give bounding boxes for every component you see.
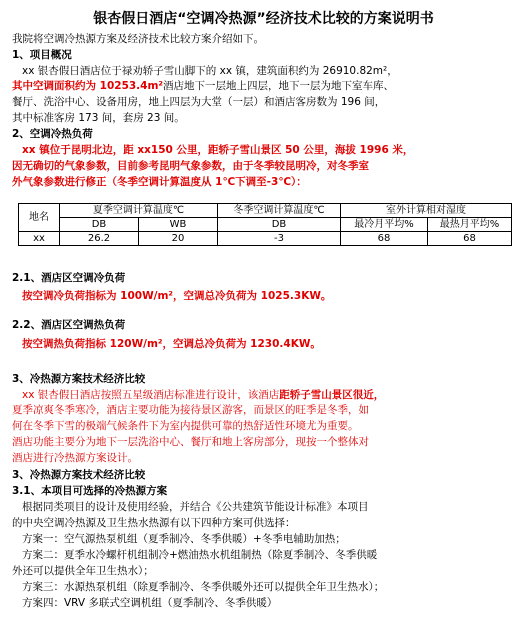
section-3-1-heading: 3.1、本项目可选择的冷热源方案: [12, 485, 168, 497]
load-line-2: 因无确切的气象参数，目前参考昆明气象参数，由于冬季较昆明冷，对冬季室: [12, 160, 369, 172]
subheader-hottest-month: 最热月平均%: [428, 218, 512, 232]
table-row: [19, 232, 512, 246]
comparison-line-4: 酒店功能主要分为地下一层洗浴中心、餐厅和地上客房部分，现按一个整体对: [12, 436, 369, 448]
section-2-2-heading: 2.2、酒店区空调热负荷: [12, 319, 126, 331]
options-intro-2: 的中央空调冷热源及卫生热水热源有以下四种方案可供选择：: [12, 517, 296, 529]
cell-hottest-humidity: 68: [428, 232, 512, 246]
cell-winter-db: -3: [218, 232, 341, 246]
overview-line-2: [12, 79, 394, 93]
cell-summer-db: 26.2: [60, 232, 139, 246]
header-summer-temp: 夏季空调计算温度℃: [60, 204, 218, 218]
heating-load-text: 按空调热负荷指标 120W/m²，空调总冷负荷为 1230.4KW。: [22, 338, 321, 350]
option-2: 方案二：夏季水冷螺杆机组制冷+燃油热水机组制热（除夏季制冷、冬季供暖: [22, 549, 378, 561]
overview-line-3: 餐厅、洗浴中心、设备用房，地上四层为大堂（一层）和酒店客房数为 196 间，: [12, 96, 386, 108]
subheader-summer-db: DB: [60, 218, 139, 232]
option-1: 方案一：空气源热泵机组（夏季制冷、冬季供暖）+冬季电辅助加热；: [22, 533, 346, 545]
section-2-1-heading: 2.1、酒店区空调冷负荷: [12, 272, 126, 284]
section-3-heading: 3、冷热源方案技术经济比较: [12, 373, 146, 385]
aircon-area-highlight: 其中空调面积约为 10253.4m²: [12, 80, 164, 92]
cell-summer-wb: 20: [139, 232, 218, 246]
comparison-line-2: 夏季凉爽冬季寒冷，酒店主要功能为接待景区游客，而景区的旺季是冬季，如: [12, 404, 369, 416]
option-3: 方案三：水源热泵机组（除夏季制冷、冬季供暖外还可以提供全年卫生热水）；: [22, 581, 385, 593]
header-humidity: 室外计算相对湿度: [341, 204, 512, 218]
load-line-3: 外气象参数进行修正（冬季空调计算温度从 1℃下调至-3℃）：: [12, 176, 307, 188]
design-parameter-table: [18, 203, 512, 246]
section-3-heading-repeat: 3、冷热源方案技术经济比较: [12, 469, 146, 481]
load-line-1: xx 镇位于昆明北边，距 xx150 公里，距轿子雪山景区 50 公里，海拔 1996 米，: [22, 144, 414, 156]
option-4: 方案四：VRV 多联式空调机组（夏季制冷、冬季供暖）: [22, 597, 278, 609]
overview-line-4: 其中标准客房 173 间，套房 23 间。: [12, 112, 185, 124]
subheader-summer-wb: WB: [139, 218, 218, 232]
overview-line-2-rest: 酒店地下一层地上四层，地下一层为地下室车库、: [163, 80, 395, 92]
intro-text: 我院将空调冷热源方案及经济技术比较方案介绍如下。: [12, 33, 264, 45]
document-title: 银杏假日酒店“空调冷热源”经济技术比较的方案说明书: [93, 11, 434, 27]
comparison-line-1-a: xx 银杏假日酒店按照五星级酒店标准进行设计，该酒店: [22, 389, 280, 401]
cell-coldest-humidity: 68: [341, 232, 428, 246]
cell-location: xx: [19, 232, 60, 246]
header-location: 地名: [19, 204, 60, 232]
comparison-line-1-b: 距轿子雪山景区很近，: [279, 389, 385, 401]
section-2-heading: 2、空调冷热负荷: [12, 128, 93, 140]
options-intro-1: 根据同类项目的设计及使用经验，并结合《公共建筑节能设计标准》本项目: [22, 501, 369, 513]
cooling-load-text: 按空调冷负荷指标为 100W/m²，空调总冷负荷为 1025.3KW。: [22, 290, 332, 302]
comparison-line-3: 何在冬季下雪的极端气候条件下为室内提供可靠的热舒适性环境尤为重要。: [12, 420, 359, 432]
overview-line-1: xx 银杏假日酒店位于禄劝轿子雪山脚下的 xx 镇，建筑面积约为 26910.82m²，: [22, 65, 398, 77]
comparison-line-1: [22, 388, 384, 402]
header-winter-temp: 冬季空调计算温度℃: [218, 204, 341, 218]
subheader-winter-db: DB: [218, 218, 341, 232]
comparison-line-5: 酒店进行冷热源方案设计。: [12, 452, 138, 464]
section-1-heading: 1、项目概况: [12, 49, 72, 61]
subheader-coldest-month: 最冷月平均%: [341, 218, 428, 232]
option-2-cont: 外还可以提供全年卫生热水）；: [12, 565, 154, 577]
